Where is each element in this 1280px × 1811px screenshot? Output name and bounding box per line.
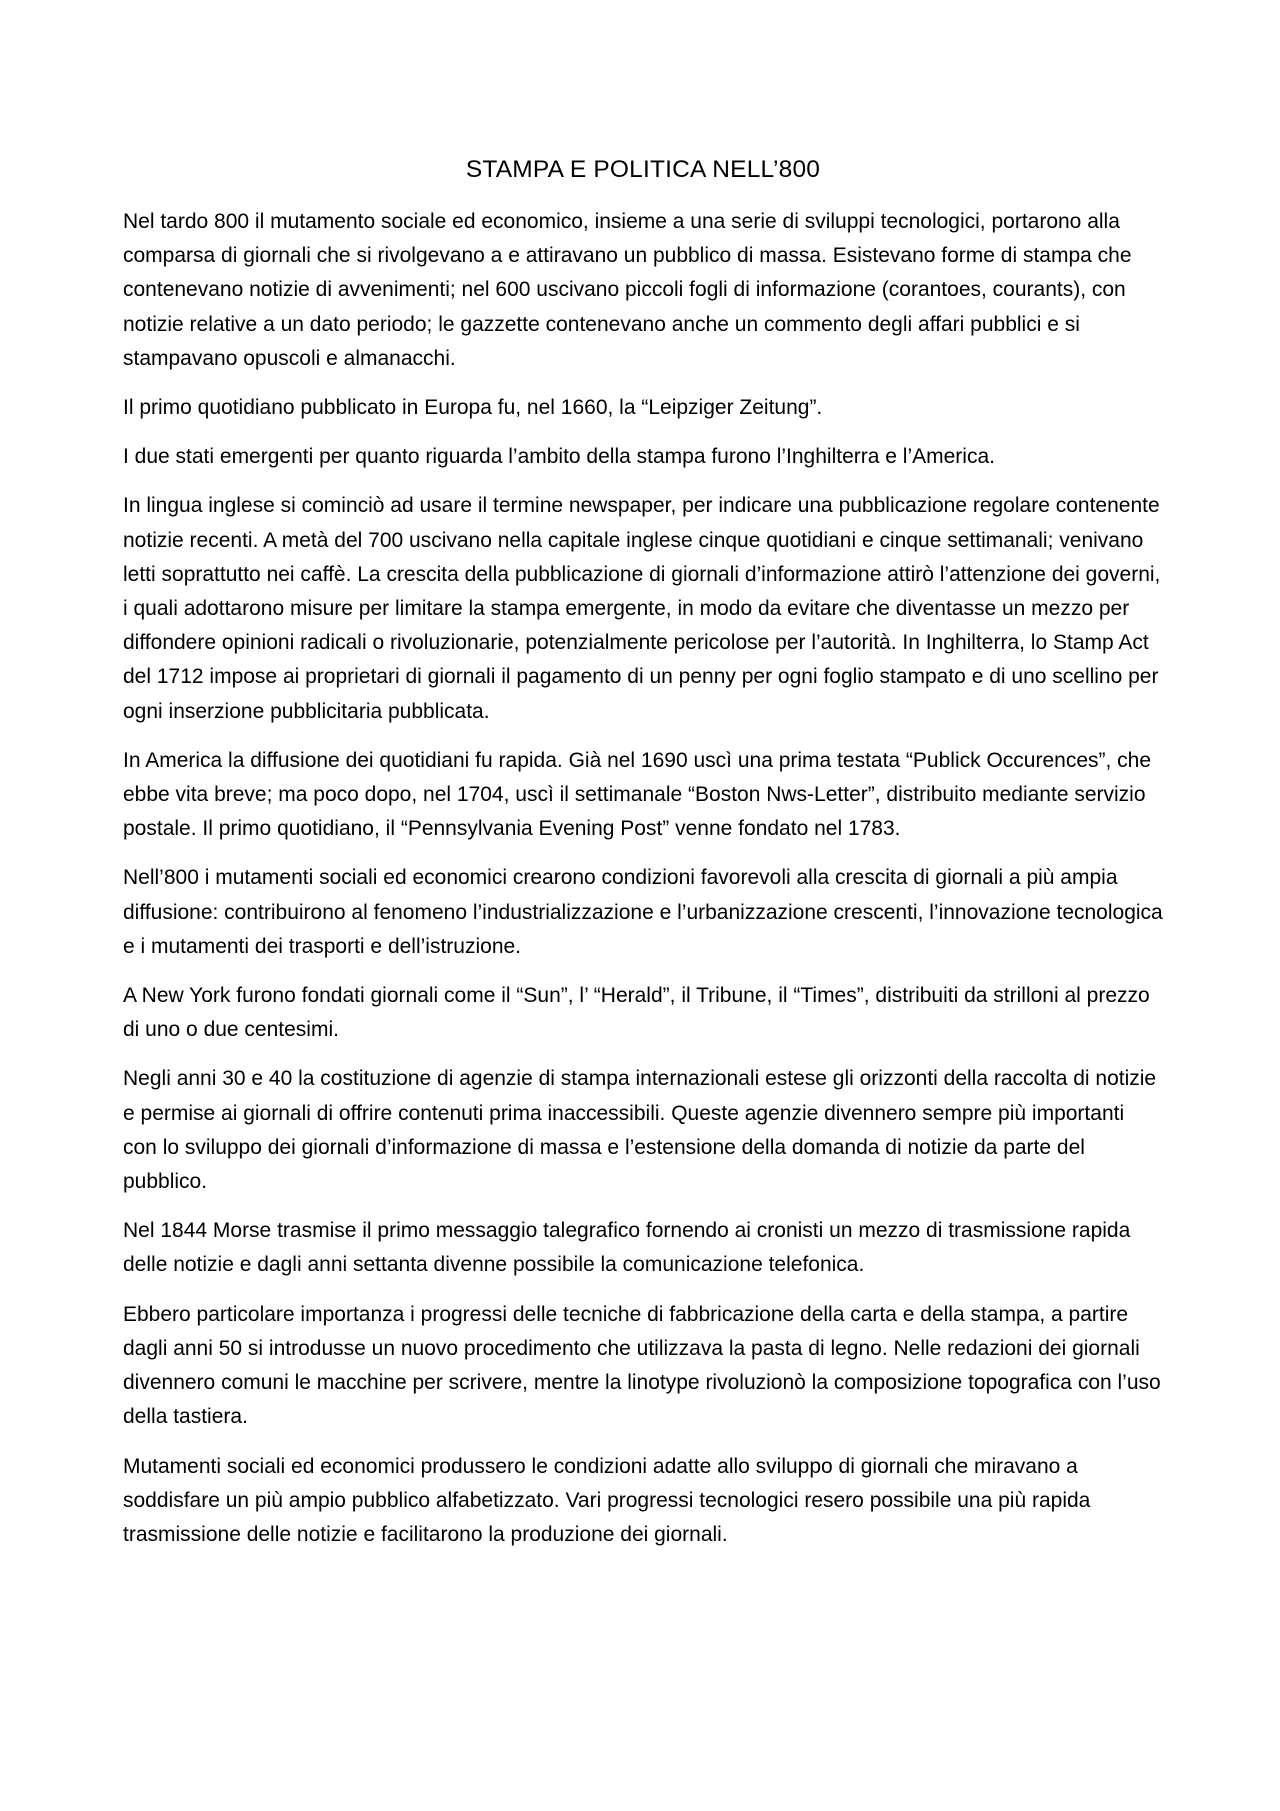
paragraph-4: In lingua inglese si cominciò ad usare il termine newspaper, per indicare una pubblicazione regolare contenente notizie recenti. A metà del 700 uscivano nella capitale inglese cinque quotidiani e cinque settimanali; venivano letti soprattutto nei caffè. La crescita della pubblicazione di giornali d’informazione attirò l’attenzione dei governi, i quali adottarono misure per limitare la stampa emergente, in modo da evitare che diventasse un mezzo per diffondere opinioni radicali o rivoluzionarie, potenzialmente pericolose per l’autorità. In Inghilterra, lo Stamp Act del 1712 impose ai proprietari di giornali il pagamento di un penny per ogni foglio stampato e di uno scellino per ogni inserzione pubblicitaria pubblicata. xyxy=(123,494,1161,723)
paragraph-9: Nel 1844 Morse trasmise il primo messaggio talegrafico fornendo ai cronisti un mezzo di trasmissione rapida delle notizie e dagli anni settanta divenne possibile la comunicazione telefonica. xyxy=(123,1219,1131,1277)
paragraph-2: Il primo quotidiano pubblicato in Europa fu, nel 1660, la “Leipziger Zeitung”. xyxy=(123,396,823,420)
paragraph-1: Nel tardo 800 il mutamento sociale ed economico, insieme a una serie di sviluppi tecnologici, portarono alla comparsa di giornali che si rivolgevano a e attiravano un pubblico di massa. Esistevano forme di stampa che contenevano notizie di avvenimenti; nel 600 uscivano piccoli fogli di informazione (corantoes, courants), con notizie relative a un dato periodo; le gazzette contenevano anche un commento degli affari pubblici e si stampavano opuscoli e almanacchi. xyxy=(123,210,1132,370)
document-title: STAMPA E POLITICA NELL’800 xyxy=(465,156,821,183)
paragraph-10: Ebbero particolare importanza i progressi delle tecniche di fabbricazione della carta e della stampa, a partire dagli anni 50 si introdusse un nuovo procedimento che utilizzava la pasta di legno. Nelle redazioni dei giornali divennero comuni le macchine per scrivere, mentre la linotype rivoluzionò la composizione topografica con l’uso della tastiera. xyxy=(123,1302,1161,1429)
paragraph-8: Negli anni 30 e 40 la costituzione di agenzie di stampa internazionali estese gli orizzonti della raccolta di notizie e permise ai giornali di offrire contenuti prima inaccessibili. Queste agenzie divennero sempre più importanti con lo sviluppo dei giornali d’informazione di massa e l’estensione della domanda di notizie da parte del pubblico. xyxy=(123,1067,1157,1194)
paragraph-11: Mutamenti sociali ed economici produssero le condizioni adatte allo sviluppo di giornali che miravano a soddisfare un più ampio pubblico alfabetizzato. Vari progressi tecnologici resero possibile una più rapida trasmissione delle notizie e facilitarono la produzione dei giornali. xyxy=(123,1454,1091,1546)
document-body xyxy=(123,155,1163,1567)
paragraph-6: Nell’800 i mutamenti sociali ed economici crearono condizioni favorevoli alla crescita di giornali a più ampia diffusione: contribuirono al fenomeno l’industrializzazione e l’urbanizzazione crescenti, l’innovazione tecnologica e i mutamenti dei trasporti e dell’istruzione. xyxy=(123,866,1163,958)
paragraph-7: A New York furono fondati giornali come il “Sun”, l’ “Herald”, il Tribune, il “Times”, distribuiti da strilloni al prezzo di uno o due centesimi. xyxy=(123,984,1150,1042)
paragraph-5: In America la diffusione dei quotidiani fu rapida. Già nel 1690 uscì una prima testata “Publick Occurences”, che ebbe vita breve; ma poco dopo, nel 1704, uscì il settimanale “Boston Nws-Letter”, distribuito mediante servizio postale. Il primo quotidiano, il “Pennsylvania Evening Post” venne fondato nel 1783. xyxy=(123,748,1152,841)
paragraph-3: I due stati emergenti per quanto riguarda l’ambito della stampa furono l’Inghilterra e l’America. xyxy=(123,445,995,469)
